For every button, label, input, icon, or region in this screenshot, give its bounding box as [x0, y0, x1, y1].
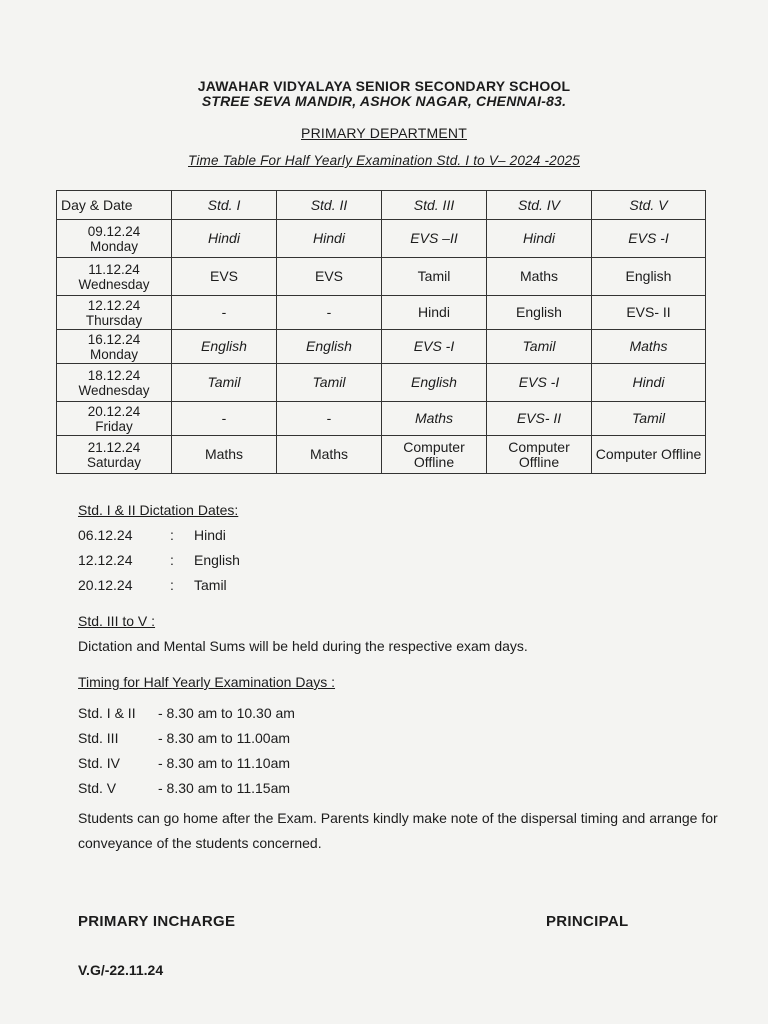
timing-range: - 8.30 am to 10.30 am: [158, 705, 295, 721]
timing-item: [78, 780, 290, 796]
dictation-date: 20.12.24: [78, 577, 133, 593]
exam-day: Monday: [89, 346, 139, 362]
subject-cell: Computer Offline: [487, 436, 592, 474]
date-cell: [57, 258, 172, 296]
exam-date: 09.12.24: [87, 223, 141, 239]
timing-item: [78, 730, 290, 746]
exam-date: 12.12.24: [87, 297, 141, 313]
timetable-row: [57, 402, 706, 436]
column-header: Std. II: [277, 191, 382, 220]
timing-standard: Std. IV: [78, 755, 121, 771]
exam-day: Wednesday: [78, 276, 150, 292]
std3to5-text: Dictation and Mental Sums will be held during the respective exam days.: [78, 638, 528, 654]
department-title: PRIMARY DEPARTMENT: [301, 125, 467, 141]
timing-range: - 8.30 am to 11.00am: [158, 730, 291, 746]
exam-date: 11.12.24: [88, 261, 140, 277]
dictation-item: [78, 527, 226, 543]
dispersal-note: Students can go home after the Exam. Parents kindly make note of the dispersal timing and arrange for conveyance of the students concerned.: [78, 810, 718, 851]
subject-cell: English: [592, 258, 706, 296]
exam-date: 16.12.24: [87, 331, 141, 347]
timetable-row: [57, 436, 706, 474]
subject-cell: -: [172, 402, 277, 436]
subject-cell: EVS: [172, 258, 277, 296]
exam-day: Friday: [95, 418, 133, 434]
timing-range: - 8.30 am to 11.15am: [158, 780, 291, 796]
subject-cell: Computer Offline: [382, 436, 487, 474]
timing-standard: Std. V: [78, 780, 117, 796]
timing-range: - 8.30 am to 11.10am: [158, 755, 291, 771]
timetable-row: [57, 364, 706, 402]
subject-cell: EVS: [277, 258, 382, 296]
dictation-item: [78, 552, 240, 568]
subject-cell: EVS –II: [382, 220, 487, 258]
exam-day: Thursday: [85, 312, 143, 328]
subject-cell: EVS -I: [382, 330, 487, 364]
subject-cell: Tamil: [382, 258, 487, 296]
column-header: Std. III: [382, 191, 487, 220]
column-header: Day & Date: [57, 191, 172, 220]
subject-cell: -: [277, 296, 382, 330]
subject-cell: Computer Offline: [592, 436, 706, 474]
subject-cell: English: [487, 296, 592, 330]
exam-day: Saturday: [86, 454, 142, 470]
timetable-row: [57, 220, 706, 258]
school-name: JAWAHAR VIDYALAYA SENIOR SECONDARY SCHOOL: [197, 78, 571, 94]
timing-heading: Timing for Half Yearly Examination Days :: [78, 674, 336, 690]
dictation-heading: Std. I & II Dictation Dates:: [78, 502, 239, 518]
timetable-row: [57, 330, 706, 364]
dictation-date: 12.12.24: [78, 552, 133, 568]
date-cell: [57, 220, 172, 258]
timing-item: [78, 755, 290, 771]
timing-item: [78, 705, 295, 721]
exam-date: 21.12.24: [87, 439, 141, 455]
separator: :: [170, 552, 174, 568]
subject-cell: EVS- II: [487, 402, 592, 436]
subject-cell: EVS -I: [487, 364, 592, 402]
subject-cell: -: [277, 402, 382, 436]
column-header: Std. V: [592, 191, 706, 220]
subject-cell: Maths: [277, 436, 382, 474]
date-cell: [57, 436, 172, 474]
separator: :: [170, 577, 174, 593]
subject-cell: Maths: [487, 258, 592, 296]
date-cell: [57, 402, 172, 436]
exam-timetable: [56, 190, 706, 474]
subject-cell: English: [277, 330, 382, 364]
subject-cell: Maths: [382, 402, 487, 436]
primary-incharge-signature: PRIMARY INCHARGE: [78, 913, 236, 930]
reference-number: V.G/-22.11.24: [78, 962, 164, 978]
subject-cell: EVS- II: [592, 296, 706, 330]
date-cell: [57, 296, 172, 330]
subject-cell: English: [382, 364, 487, 402]
school-address: STREE SEVA MANDIR, ASHOK NAGAR, CHENNAI-83.: [201, 93, 567, 109]
timetable-title: Time Table For Half Yearly Examination Std. I to V– 2024 -2025: [188, 153, 580, 168]
subject-cell: Hindi: [172, 220, 277, 258]
timing-standard: Std. I & II: [78, 705, 136, 721]
column-header: Std. I: [172, 191, 277, 220]
subject-cell: Tamil: [487, 330, 592, 364]
std3to5-heading: Std. III to V :: [78, 613, 156, 629]
timetable-row: [57, 296, 706, 330]
column-header: Std. IV: [487, 191, 592, 220]
subject-cell: EVS -I: [592, 220, 706, 258]
exam-date: 18.12.24: [87, 367, 141, 383]
subject-cell: -: [172, 296, 277, 330]
subject-cell: Tamil: [172, 364, 277, 402]
subject-cell: English: [172, 330, 277, 364]
timetable-row: [57, 258, 706, 296]
exam-date: 20.12.24: [87, 403, 141, 419]
dictation-date: 06.12.24: [78, 527, 133, 543]
subject-cell: Hindi: [277, 220, 382, 258]
exam-day: Monday: [89, 238, 139, 254]
date-cell: [57, 364, 172, 402]
dictation-subject: English: [194, 552, 240, 568]
subject-cell: Tamil: [592, 402, 706, 436]
subject-cell: Hindi: [487, 220, 592, 258]
separator: :: [170, 527, 174, 543]
dictation-item: [78, 577, 227, 593]
subject-cell: Hindi: [592, 364, 706, 402]
principal-signature: PRINCIPAL: [546, 913, 629, 930]
subject-cell: Tamil: [277, 364, 382, 402]
subject-cell: Maths: [592, 330, 706, 364]
timetable-header-row: [57, 191, 706, 220]
subject-cell: Hindi: [382, 296, 487, 330]
subject-cell: Maths: [172, 436, 277, 474]
dictation-subject: Hindi: [194, 527, 226, 543]
exam-day: Wednesday: [78, 382, 150, 398]
date-cell: [57, 330, 172, 364]
dictation-subject: Tamil: [194, 577, 227, 593]
timing-standard: Std. III: [78, 730, 119, 746]
